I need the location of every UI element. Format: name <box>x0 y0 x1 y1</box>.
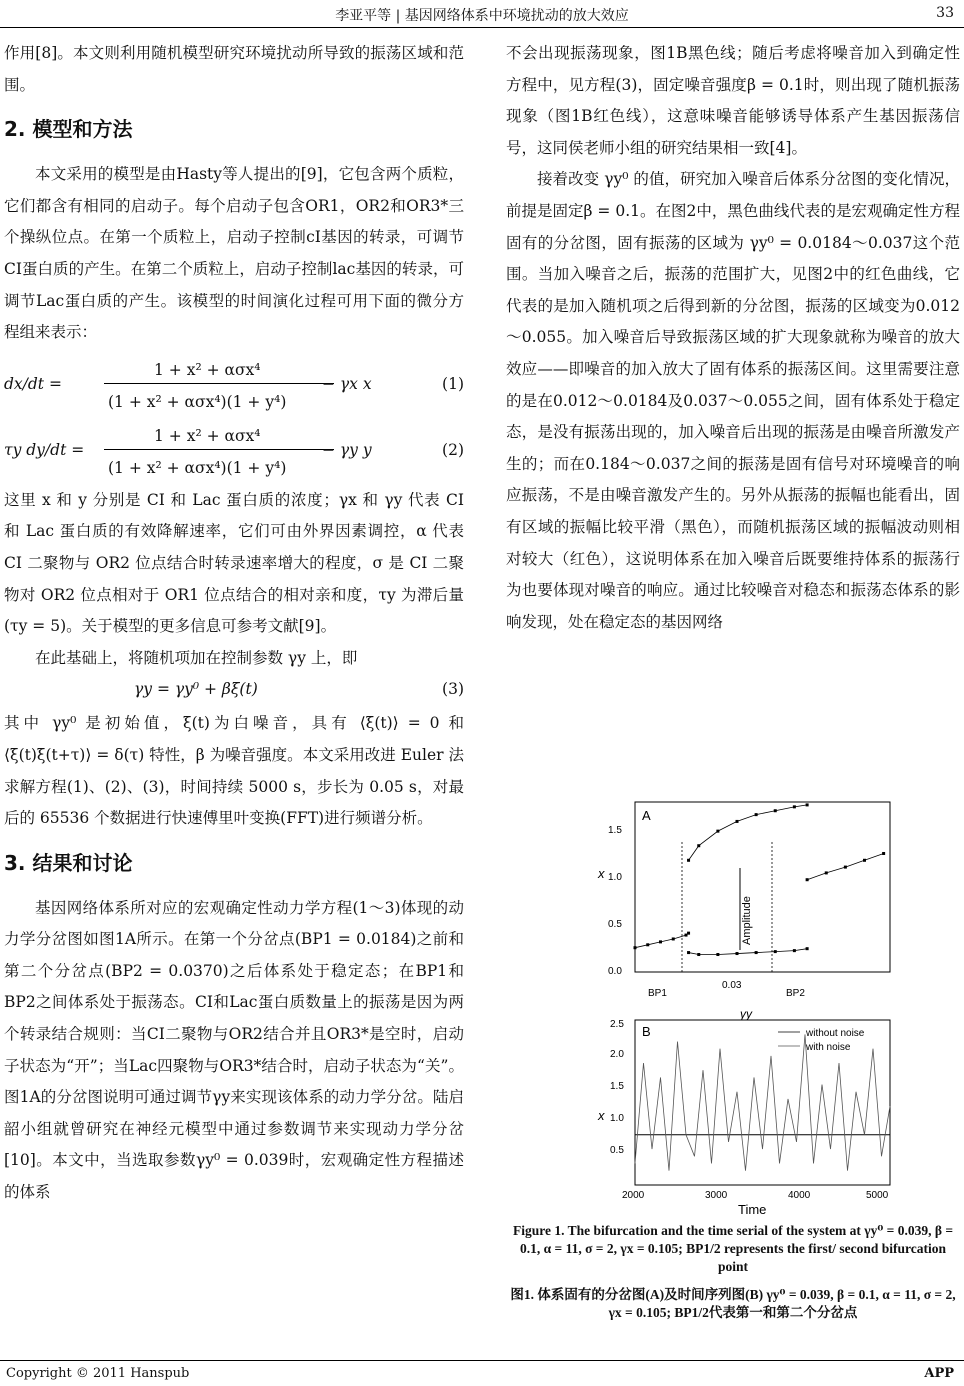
panel-a-label: A <box>642 808 651 823</box>
left-column <box>4 38 464 1209</box>
ytick-label: 1.5 <box>608 825 622 836</box>
ytick-label: 2.0 <box>610 1049 624 1060</box>
paragraph: 不会出现振荡现象，图1B黑色线；随后考虑将噪音加入到确定性方程中，见方程(3)，固定噪音强度β = 0.1时，则出现了随机振荡现象（图1B红色线），这意味噪音能够诱导体系产生基因振荡信号，这同侯老师小组的研究结果相一致[4]。 <box>506 44 960 157</box>
panel-b-yticks <box>610 1019 624 1156</box>
equation-3 <box>4 674 464 708</box>
right-column <box>506 38 960 638</box>
panel-a-ylabel: x <box>598 866 605 881</box>
ytick-label: 1.0 <box>610 1113 624 1124</box>
bp2-label: BP2 <box>786 988 805 999</box>
eq-denominator: (1 + x² + ασx⁴)(1 + y⁴) <box>108 458 287 477</box>
ytick-label: 0.5 <box>610 1145 624 1156</box>
eq-numerator: 1 + x² + ασx⁴ <box>154 426 261 445</box>
eq-rhs: − γx x <box>322 374 372 393</box>
section-heading: 3. 结果和讨论 <box>4 850 133 875</box>
series-line <box>689 949 808 955</box>
series-line <box>635 1034 890 1170</box>
copyright: Copyright © 2011 Hanspub <box>6 1366 190 1381</box>
bp1-label: BP1 <box>648 988 667 999</box>
panel-a-xtick: 0.03 <box>722 980 742 991</box>
eq-rhs: − γy y <box>322 440 372 459</box>
xtick-label: 4000 <box>788 1190 811 1201</box>
xtick-label: 2000 <box>622 1190 645 1201</box>
paragraph: 本文采用的模型是由Hasty等人提出的[9]，它包含两个质粒，它们都含有相同的启动子。每个启动子包含OR1，OR2和OR3*三个操纵位点。在第一个质粒上，启动子控制cI基因的转录，可调节CI蛋白质的产生。在第二个质粒上，启动子控制lac基因的转录，可调节Lac蛋白质的产生。该模型的时间演化过程可用下面的微分方程组来表示： <box>4 165 464 342</box>
header-rule <box>0 27 964 28</box>
page-number: 33 <box>936 5 954 21</box>
legend-with-noise: with noise <box>806 1042 851 1053</box>
journal-abbrev: APP <box>924 1366 954 1381</box>
panel-b-marks <box>635 1034 890 1170</box>
panel-a-xlabel: γy <box>740 1007 752 1021</box>
eq-fraction-bar <box>104 449 334 450</box>
equation-2 <box>4 419 464 481</box>
running-title: 李亚平等 | 基因网络体系中环境扰动的放大效应 <box>335 8 629 24</box>
panel-b-label: B <box>642 1024 651 1039</box>
series-line <box>689 805 808 860</box>
equation-1 <box>4 353 464 415</box>
paragraph: 这里 x 和 y 分别是 CI 和 Lac 蛋白质的浓度；γx 和 γy 代表 CI 和 Lac 蛋白质的有效降解速率，它们可由外界因素调控，α 代表 CI 二聚物与 OR2 位点结合时转录速率增大的程度，σ 是 CI 二聚物对 OR2 位点相对于 OR1 位点结合的相对亲和度，τy 为滞后量(τy = 5)。关于模型的更多信息可参考文献[9]。 <box>4 490 464 636</box>
eq-number: (3) <box>442 680 464 699</box>
eq-number: (1) <box>442 374 464 393</box>
paragraph: 在此基础上，将随机项加在控制参数 γy 上，即 <box>35 648 358 667</box>
xtick-label: 3000 <box>705 1190 728 1201</box>
eq-number: (2) <box>442 440 464 459</box>
eq-lhs: τy dy/dt = <box>4 440 85 459</box>
ytick-label: 1.0 <box>608 872 622 883</box>
paragraph: 接着改变 γy⁰ 的值，研究加入噪音后体系分岔图的变化情况，前提是固定β = 0.1。在图2中，黑色曲线代表的是宏观确定性方程固有的分岔图，固有振荡的区域为 γy⁰ = 0.0184～0.037这个范围。当加入噪音之后，振荡的范围扩大，见图2中的红色曲线，它代表的是加入随机项之后得到新的分岔图，振荡的区域变为0.012～0.055。加入噪音后导致振荡区域的扩大现象就称为噪音的放大效应——即噪音的加入放大了固有体系的振荡区间。这里需要注意的是在0.012～0.0184及0.037～0.055之间，固有体系处于稳定态，是没有振荡出现的，加入噪音后出现的振荡是由噪音所激发产生的；而在0.184～0.037之间的振荡是固有信号对环境噪音的响应振荡，不是由噪音激发产生的。另外从振荡的振幅也能看出，固有区域的振幅比较平滑（黑色），而随机振荡区域的振幅波动则相对较大（红色），这说明体系在加入噪音后既要维持体系的振荡行为也要体现对噪音的响应。通过比较噪音对稳态和振荡态体系的影响发现，处在稳定态的基因网络 <box>506 170 960 631</box>
paragraph: 基因网络体系所对应的宏观确定性动力学方程(1～3)体现的动力学分岔图如图1A所示。在第一个分岔点(BP1 = 0.0184)之前和第二个分岔点(BP2 = 0.0370)之后体系处于稳定态；在BP1和BP2之间体系处于振荡态。CI和Lac蛋白质数量上的振荡是因为两个转录结合规则：当CI二聚物与OR2结合并且OR3*是空时，启动子状态为“开”；当Lac四聚物与OR3*结合时，启动子状态为“关”。图1A的分岔图说明可通过调节γy来实现该体系的动力学分岔。陆启韶小组就曾研究在神经元模型中通过参数调节来实现动力学分岔[10]。本文中，当选取参数γy⁰ = 0.039时，宏观确定性方程描述的体系 <box>4 898 464 1202</box>
eq-body: γy = γy⁰ + βξ(t) <box>134 680 258 699</box>
eq-lhs: dx/dt = <box>4 374 62 393</box>
page-header <box>0 0 964 30</box>
page-footer <box>0 1360 964 1386</box>
panel-a-yticks <box>608 825 622 977</box>
eq-denominator: (1 + x² + ασx⁴)(1 + y⁴) <box>108 392 287 411</box>
panel-b-xlabel: Time <box>738 1202 767 1217</box>
ytick-label: 1.5 <box>610 1081 624 1092</box>
xtick-label: 5000 <box>866 1190 889 1201</box>
amplitude-label: Amplitude <box>741 896 753 945</box>
panel-b-ylabel: x <box>598 1108 605 1123</box>
paragraph: 其中 γy⁰ 是初始值，ξ(t)为白噪音，具有 ⟨ξ(t)⟩ = 0 和 ⟨ξ(t)ξ(t+τ)⟩ = δ(τ) 特性，β 为噪音强度。本文采用改进 Euler 法求解方程(1)、(2)、(3)，时间持续 5000 s，步长为 0.05 s，对最后的 65536 个数据进行快速傅里叶变换(FFT)进行频谱分析。 <box>4 714 464 828</box>
panel-b-xticks <box>622 1190 889 1201</box>
caption-en: Figure 1. The bifurcation and the time serial of the system at γy⁰ = 0.039, β = 0.1, α = 11, σ = 2, γx = 0.105; BP1/2 represents the first/ second bifurcation point <box>512 1223 954 1274</box>
figure-svg <box>560 800 900 1220</box>
eq-fraction-bar <box>104 383 334 384</box>
paragraph: 作用[8]。本文则利用随机模型研究环境扰动所导致的振荡区域和范围。 <box>4 44 464 94</box>
footer-rule <box>0 1360 964 1361</box>
panel-a-frame <box>635 802 890 972</box>
panel-a-marks <box>634 803 886 956</box>
ytick-label: 2.5 <box>610 1019 624 1030</box>
figure-1 <box>560 800 900 1220</box>
ytick-label: 0.0 <box>608 966 622 977</box>
eq-numerator: 1 + x² + ασx⁴ <box>154 360 261 379</box>
ytick-label: 0.5 <box>608 919 622 930</box>
section-heading: 2. 模型和方法 <box>4 117 133 142</box>
caption-zh: 图1. 体系固有的分岔图(A)及时间序列图(B) γy⁰ = 0.039, β = 0.1, α = 11, σ = 2, γx = 0.105; BP1/2代表第一和第二个分岔点 <box>510 1287 956 1320</box>
legend-without-noise: without noise <box>806 1028 865 1039</box>
